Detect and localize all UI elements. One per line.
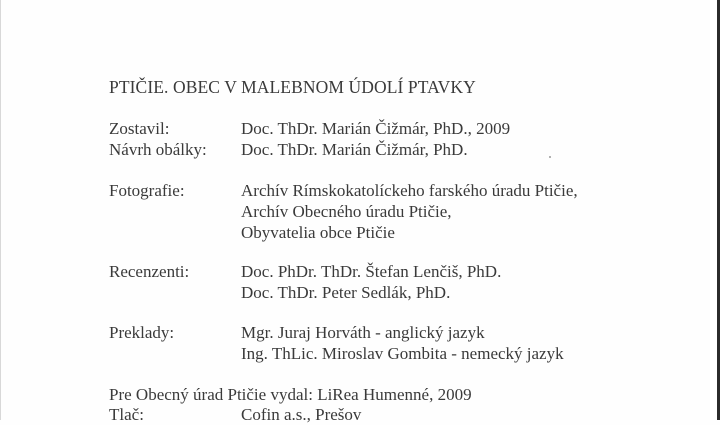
book-title: PTIČIE. OBEC V MALEBNOM ÚDOLÍ PTAVKY [109,77,476,97]
cover-design-value: Doc. ThDr. Marián Čižmár, PhD. [241,140,468,159]
photos-value-3: Obyvatelia obce Ptičie [241,223,395,242]
translations-value-1: Mgr. Juraj Horváth - anglický jazyk [241,323,485,342]
cover-design-label: Návrh obálky: [109,140,207,159]
print-value: Cofin a.s., Prešov [241,405,362,424]
compiled-label: Zostavil: [109,119,170,138]
translations-value-2: Ing. ThLic. Miroslav Gombita - nemecký jazyk [241,344,564,363]
reviewers-value-2: Doc. ThDr. Peter Sedlák, PhD. [241,283,451,302]
photos-label: Fotografie: [109,181,185,200]
scan-speck [549,156,551,158]
photos-value-1: Archív Rímskokatolíckeho farského úradu Ptičie, [241,181,578,200]
page-left-edge [0,0,1,420]
compiled-value: Doc. ThDr. Marián Čižmár, PhD., 2009 [241,119,511,138]
translations-label: Preklady: [109,323,175,342]
publisher-line: Pre Obecný úrad Ptičie vydal: LiRea Humenné, 2009 [109,385,472,404]
reviewers-value-1: Doc. PhDr. ThDr. Štefan Lenčiš, PhD. [241,262,502,281]
print-label: Tlač: [109,405,144,424]
photos-value-2: Archív Obecného úradu Ptičie, [241,202,452,221]
reviewers-label: Recenzenti: [109,262,190,281]
